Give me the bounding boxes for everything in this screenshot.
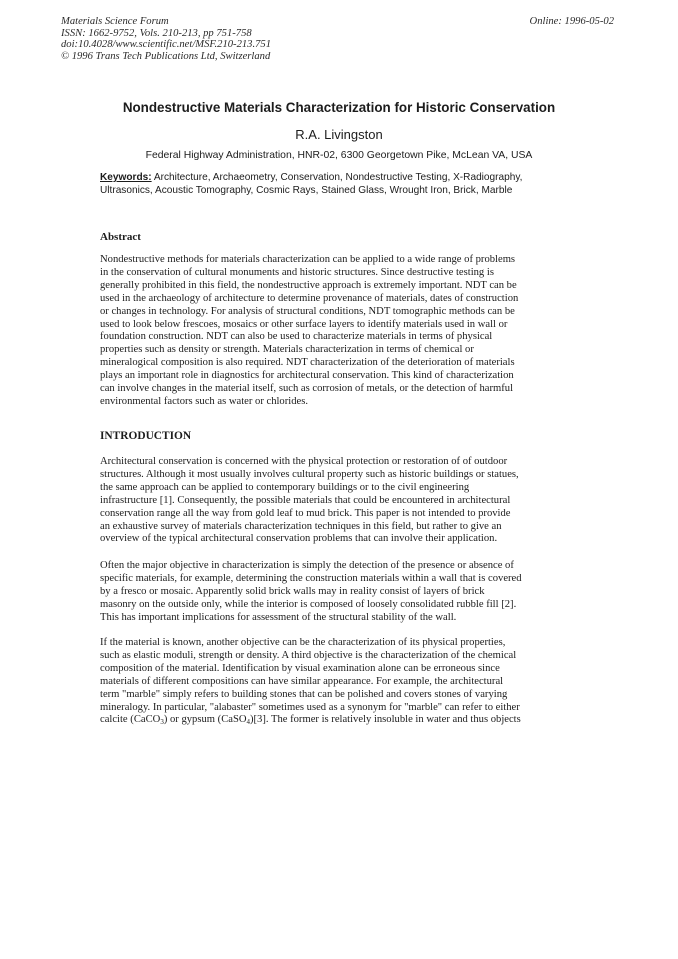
- text-line: the same approach can be applied to contemporary buildings or to the civil engineering: [100, 481, 470, 493]
- text-line: overview of the typical architectural conservation problems that can involve their application.: [100, 533, 498, 545]
- text-line: infrastructure [1]. Consequently, the possible materials that could be encountered in architectural: [100, 494, 511, 506]
- text-line: masonry on the outside only, while the interior is composed of loosely consolidated rubble fill [2].: [100, 598, 517, 610]
- text-line: an exhaustive survey of materials characterization techniques in this field, but rather to give an: [100, 520, 502, 532]
- text-line: structures. Although it most usually involves cultural property such as historic buildings or statues,: [100, 468, 519, 480]
- text-line: Architectural conservation is concerned with the physical protection or restoration of of outdoor: [100, 456, 508, 467]
- text-line: plays an important role in diagnostics for architectural conservation. This kind of characterization: [100, 370, 514, 382]
- text-line: Nondestructive methods for materials characterization can be applied to a wide range of problems: [100, 254, 516, 265]
- keywords-line: Architecture, Archaeometry, Conservation, Nondestructive Testing, X-Radiography,: [153, 172, 523, 183]
- copyright-line: © 1996 Trans Tech Publications Ltd, Switzerland: [61, 50, 271, 62]
- text-line: conservation range all the way from gold leaf to mud brick. This paper is not intended to provide: [100, 507, 511, 519]
- journal-metadata: [61, 16, 271, 62]
- text-line: If the material is known, another objective can be the characterization of its physical properties,: [100, 637, 506, 648]
- text-line: generally prohibited in this field, the nondestructive approach is extremely important. NDT can be: [100, 279, 517, 291]
- text-line: such as elastic moduli, strength or density. A third objective is the characterization of the chemical: [100, 649, 517, 661]
- text-line: by a fresco or mosaic. Apparently solid brick walls may in reality consist of layers of brick: [100, 585, 485, 597]
- text-line: mineralogical composition is also required. NDT characterization of the deterioration of materials: [100, 357, 515, 369]
- text-line: composition of the material. Identification by visual examination alone can be erroneous since: [100, 662, 500, 674]
- doi-line: doi:10.4028/www.scientific.net/MSF.210-213.751: [61, 39, 271, 51]
- paper-title: Nondestructive Materials Characterization for Historic Conservation: [122, 100, 556, 115]
- author-affiliation: Federal Highway Administration, HNR-02, 6300 Georgetown Pike, McLean VA, USA: [145, 150, 533, 161]
- intro-paragraph-3: [100, 637, 560, 727]
- text-line: term "marble" simply refers to building stones that can be polished and covers stones of varying: [100, 688, 508, 700]
- text-line: used in the archaeology of architecture to determine provenance of materials, dates of construction: [100, 292, 519, 304]
- text-line: Often the major objective in characterization is simply the detection of the presence or absence of: [100, 560, 514, 571]
- text-line: foundation construction. NDT can also be used to characterize materials in terms of physical: [100, 331, 493, 343]
- text-line: environmental factors such as water or chlorides.: [100, 395, 308, 407]
- text-line: specific materials, for example, determining the construction materials within a wall that is covered: [100, 572, 522, 584]
- text-line: or changes in technology. For analysis of structural conditions, NDT tomographic methods can be: [100, 305, 515, 317]
- keywords-line: Ultrasonics, Acoustic Tomography, Cosmic Rays, Stained Glass, Wrought Iron, Brick, Marble: [100, 184, 513, 196]
- text-line: This has important implications for assessment of the structural stability of the wall.: [100, 611, 457, 623]
- journal-name: Materials Science Forum: [61, 16, 169, 27]
- abstract-heading: Abstract: [100, 231, 141, 243]
- text-line-formula: calcite (CaCO$_3$) or gypsum (CaSO$_4$)[3]. The former is relatively insoluble in water and thus objects: [100, 714, 521, 727]
- abstract-text: [100, 254, 560, 409]
- intro-paragraph-2: [100, 560, 560, 625]
- text-line: properties such as density or strength. Materials characterization in terms of chemical or: [100, 344, 474, 356]
- online-date: Online: 1996-05-02: [529, 16, 614, 27]
- intro-paragraph-1: [100, 456, 560, 546]
- text-line: in the conservation of cultural monuments and historic structures. Since destructive testing is: [100, 266, 494, 278]
- text-line: can involve changes in the material itself, such as corrosion of metals, or the detection of harmful: [100, 383, 514, 395]
- introduction-heading: INTRODUCTION: [100, 430, 192, 442]
- text-line: materials of different compositions can have similar appearance. For example, the architectural: [100, 675, 504, 687]
- keywords-block: [100, 172, 552, 197]
- paper-author: R.A. Livingston: [295, 127, 383, 142]
- text-line: mineralogy. In particular, "alabaster" sometimes used as a synonym for "marble" can refer to either: [100, 701, 520, 713]
- text-line: used to look below frescoes, mosaics or other surface layers to identify materials used in wall or: [100, 318, 508, 330]
- keywords-label: Keywords:: [100, 172, 152, 183]
- issn-line: ISSN: 1662-9752, Vols. 210-213, pp 751-758: [61, 27, 252, 39]
